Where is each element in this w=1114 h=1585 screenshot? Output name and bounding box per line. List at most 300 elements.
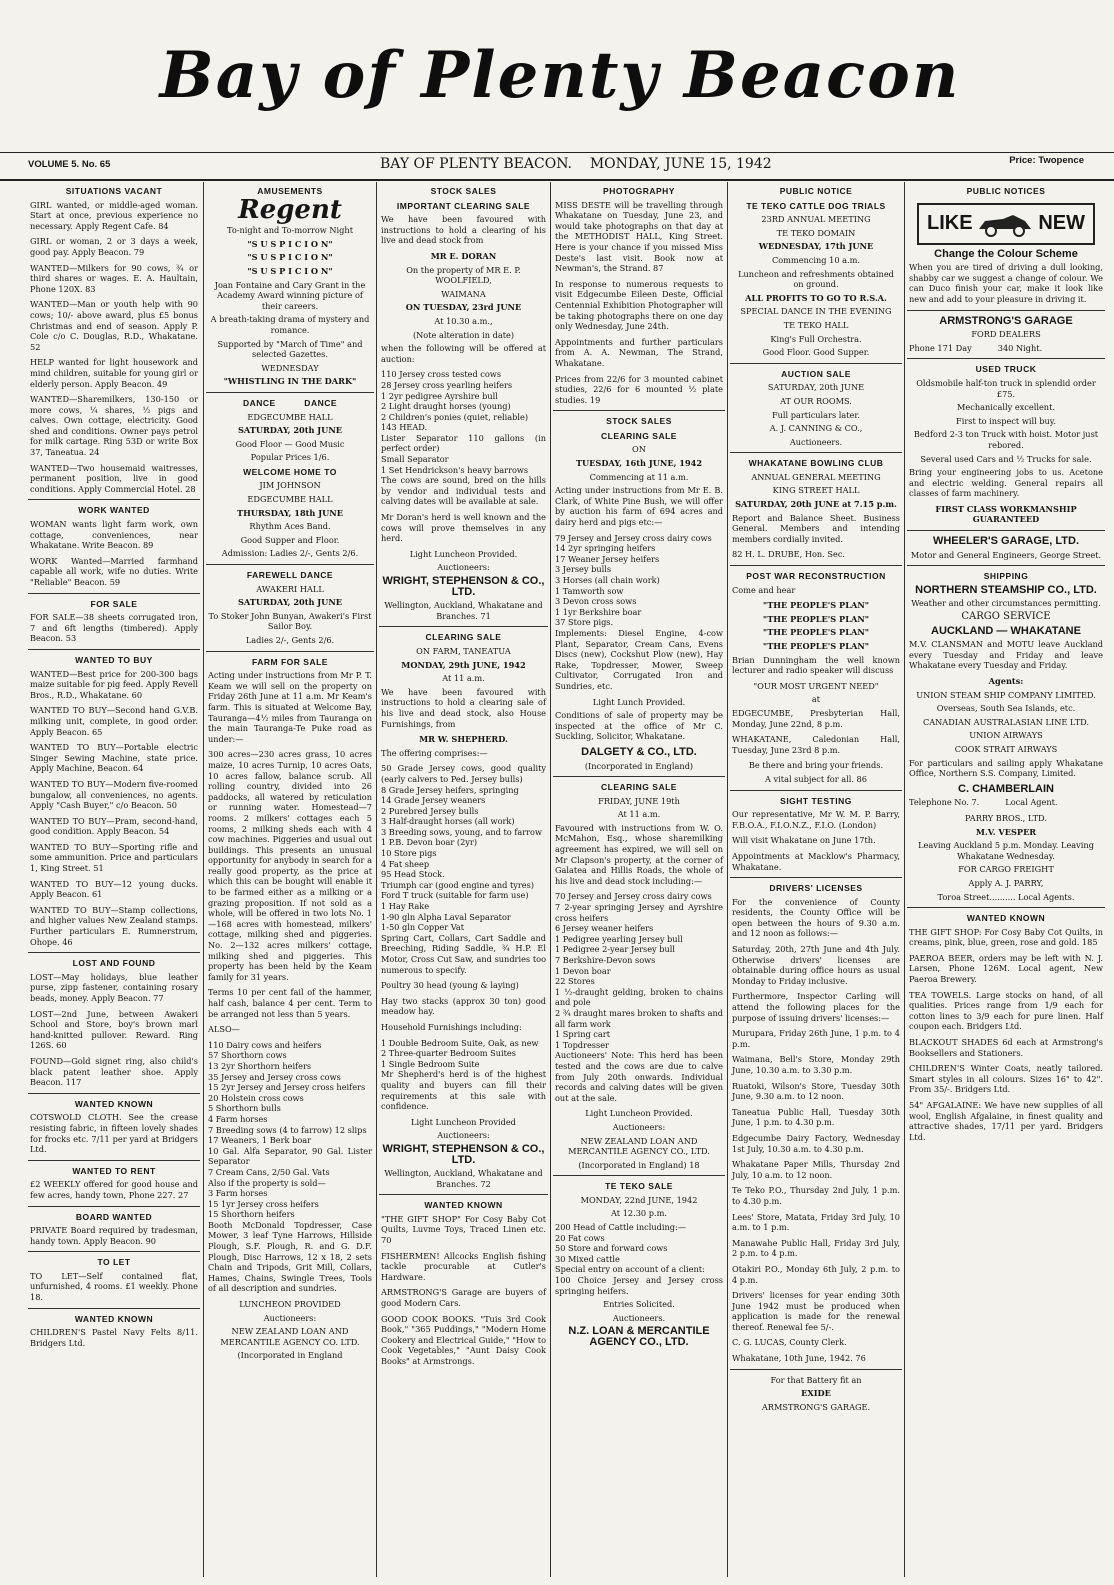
urgent: "OUR MOST URGENT NEED" xyxy=(753,680,879,691)
divider xyxy=(28,952,200,953)
new-label: NEW xyxy=(1038,212,1085,235)
column-classifieds xyxy=(26,182,202,1577)
sale-date: ON TUESDAY, 23rd JUNE xyxy=(405,302,522,313)
tel: Telephone No. 7. Local Agent. xyxy=(909,797,1058,808)
intro2: Favoured with instructions from W. O. McMahon, Esq., whose sharemilking agreement has expired, we will sell on Mr Clapson's property, at the corner of Galatea and Hillis Roads, the whole of his live and dead stock including:— xyxy=(555,822,723,886)
light: Light Luncheon Provided. xyxy=(409,548,518,559)
welcome-heading: WELCOME HOME TO xyxy=(243,466,337,477)
items-list xyxy=(377,369,550,475)
ford: FORD DEALERS xyxy=(971,329,1041,340)
list-item: 95 Head Stock. xyxy=(381,869,445,880)
section-heading: FARM FOR SALE xyxy=(252,656,328,667)
list-item: 8 Grade Jersey heifers, springing xyxy=(381,784,519,795)
light2: Light Luncheon Provided xyxy=(411,1116,516,1127)
divider xyxy=(553,1175,725,1176)
time3: At 12.30 p.m. xyxy=(611,1208,667,1219)
conditions: Conditions of sale of property may be inspected at the office of Mr C. Suckling, Solicitor, Whakatane. xyxy=(555,710,723,742)
list-item: 3 Jersey bulls xyxy=(555,564,612,575)
farewell-hall: AWAKERI HALL xyxy=(256,583,324,594)
divider xyxy=(907,310,1105,311)
divider xyxy=(907,907,1105,908)
columns xyxy=(26,182,1106,1577)
list-item: 1 Set Hendrickson's heavy barrows xyxy=(381,464,529,475)
section-heading: WANTED KNOWN xyxy=(74,1098,154,1109)
list-item: 7 Cream Cans, 2/50 Gal. Vats xyxy=(208,1166,330,1177)
drivers: For the convenience of County residents, the County Office will be open between the hours of 9.30 a.m. and 12 noon as follows:— xyxy=(732,896,900,939)
orch: King's Full Orchestra. xyxy=(770,333,862,344)
list-item: 7 Breeding sows (4 to farrow) 12 slips xyxy=(208,1124,367,1135)
divider xyxy=(907,565,1105,566)
vesper2: Leaving Auckland 5 p.m. Monday. Leaving Whakatane Wednesday. xyxy=(918,840,1094,861)
wright2: WRIGHT, STEPHENSON & CO., LTD. xyxy=(382,1142,545,1166)
owner2: MR W. SHEPHERD. xyxy=(419,734,508,745)
film-title: "S U S P I C I O N" xyxy=(247,265,333,276)
domain: TE TEKO DOMAIN xyxy=(776,227,856,238)
welcome-admission: Admission: Ladies 2/-, Gents 2/6. xyxy=(221,548,359,559)
bethere: Be there and bring your friends. xyxy=(748,760,884,771)
list-item: 1 Single Bedroom Suite xyxy=(381,1058,480,1069)
note: Auctioneers' Note: This herd has been tested and the cows are due to calve from July 20th onwards. Individual records and calving dates will be given out at the sale. xyxy=(555,1050,723,1103)
clansman: M.V. CLANSMAN and MOTU leave Auckland every Tuesday and Friday and leave Whakatane every Tuesday and Friday. xyxy=(909,639,1103,671)
list-item: Te Teko P.O., Thursday 2nd July, 1 p.m. to 4.30 p.m. xyxy=(732,1185,900,1206)
list-item: 13 2yr Shorthorn heifers xyxy=(208,1060,312,1071)
list-item: TO LET—Self contained flat, unfurnished, 4 rooms. £1 weekly. Phone 18. xyxy=(30,1270,198,1303)
like-label: LIKE xyxy=(927,212,973,235)
newspaper-title: Bay of Plenty Beacon xyxy=(159,38,961,113)
list-item: 28 Jersey cross yearling heifers xyxy=(381,379,513,390)
list-item: 2 ¾ draught mares broken to shafts and all farm work xyxy=(555,1007,723,1029)
household: Household Furnishings including: xyxy=(381,1021,522,1032)
wright: WRIGHT, STEPHENSON & CO., LTD. xyxy=(382,575,545,598)
nzl2: N.Z. LOAN & MERCANTILE AGENCY CO., LTD. xyxy=(568,1325,710,1348)
section-heading: PUBLIC NOTICE xyxy=(779,186,853,196)
clearing-heading: CLEARING SALE xyxy=(601,782,677,793)
section-heading: USED TRUCK xyxy=(975,364,1037,375)
sight3: Appointments at Macklow's Pharmacy, Whakatane. xyxy=(732,850,900,872)
list-item: LOST—2nd June, between Awakeri School and Store, boy's brown marl hand-knitted pullover. Reward. Ring 126S. 60 xyxy=(30,1008,198,1051)
divider xyxy=(28,1160,200,1161)
dance-date: SATURDAY, 20th JUNE xyxy=(237,425,343,436)
plan: "THE PEOPLE'S PLAN" xyxy=(762,600,870,611)
farm-terms: Terms 10 per cent fail of the hammer, half cash, balance 4 per cent. Term to be arranged not less than 5 years. xyxy=(208,987,372,1019)
list-item: Ruatoki, Wilson's Store, Tuesday 30th June, 9.30 a.m. to 12 noon. xyxy=(732,1080,900,1102)
list-item: PRIVATE Board required by tradesman, handy town. Apply Beacon. 90 xyxy=(30,1225,198,1246)
list-item: Bedford 2-3 ton Truck with hoist. Motor just rebored. xyxy=(913,429,1099,450)
special: SPECIAL DANCE IN THE EVENING xyxy=(740,306,892,317)
farewell-prices: Ladies 2/-, Gents 2/6. xyxy=(245,635,335,645)
list-item: 5 Shorthorn bulls xyxy=(208,1103,281,1114)
nzl: NEW ZEALAND LOAN AND MERCANTILE AGENCY CO. LTD. xyxy=(220,1326,360,1347)
list-item: Several used Cars and ½ Trucks for sale. xyxy=(920,453,1092,464)
list-item: THE GIFT SHOP: For Cosy Baby Cot Quilts, in creams, pink, blue, green, rose and gold. 185 xyxy=(909,926,1103,948)
nzl-inc: (Incorporated in England) 18 xyxy=(578,1159,700,1170)
date3: MONDAY, 22nd JUNE, 1942 xyxy=(580,1194,698,1205)
section-heading: WORK WANTED xyxy=(78,505,150,516)
list-item: 100 Choice Jersey and Jersey cross springing heifers. xyxy=(555,1275,723,1296)
column-amusements xyxy=(203,182,376,1577)
wright2-loc: Wellington, Auckland, Whakatane and Branches. 72 xyxy=(384,1168,543,1189)
list-item: 37 Store pigs. xyxy=(555,617,614,628)
whak: WHAKATANE, Caledonian Hall, Tuesday, June 23rd 8 p.m. xyxy=(732,734,900,755)
photo-ad: MISS DESTE will be travelling through Whakatane on Tuesday, June 23, and would take photographs on that day at the METHODIST HALL, King Street. Here is your chance if you missed Miss Deste's last visit. Book now at Newman's, the Strand. 87 xyxy=(555,199,723,274)
hall: TE TEKO HALL xyxy=(783,319,849,330)
list-item: CHILDREN'S Winter Coats, neatly tailored. Smart styles in all colours. Sizes 16" to 42". From 35/-. Bridgers Ltd. xyxy=(909,1063,1103,1095)
poultry: Poultry 30 head (young & laying) xyxy=(381,980,519,991)
showtimes: To-night and To-morrow Night xyxy=(227,225,353,236)
change-text: When you are tired of driving a dull looking, shabby car we suggest a change of colour. We can Duco finish your car, make it look like new and add to your pleasure in driving it. xyxy=(909,262,1103,304)
list-item: £2 WEEKLY offered for good house and few acres, handy town, Phone 227. 27 xyxy=(30,1179,198,1200)
list-item: 110 Dairy cows and heifers xyxy=(208,1039,322,1050)
sight2: Will visit Whakatane on June 17th. xyxy=(732,835,876,846)
list-item: 1 2yr pedigree Ayrshire bull xyxy=(381,390,498,401)
list-item: "THE GIFT SHOP" For Cosy Baby Cot Quilts, Luvme Toys, Traced Linen etc. 70 xyxy=(381,1213,546,1246)
section-heading: POST WAR RECONSTRUCTION xyxy=(746,571,886,582)
section-heading: AMUSEMENTS xyxy=(257,186,323,196)
film-support: Supported by "March of Time" and selected Gazettes. xyxy=(217,338,363,360)
armstrong: ARMSTRONG'S GARAGE. xyxy=(761,1401,871,1412)
first: FIRST CLASS WORKMANSHIP GUARANTEED xyxy=(935,503,1077,525)
list-item: 30 Mixed cattle xyxy=(555,1253,620,1264)
section-heading: WANTED KNOWN xyxy=(424,1200,503,1211)
list-item: 50 Grade Jersey cows, good quality (early calvers to Ped. Jersey bulls) xyxy=(381,763,546,784)
list-item: LOST—May holidays, blue leather purse, zipp fastener, containing rosary beads, money. Apply Beacon. 77 xyxy=(30,971,198,1003)
section-heading: TE TEKO SALE xyxy=(605,1181,673,1192)
items-list xyxy=(551,533,727,628)
come: Come and hear xyxy=(732,584,796,595)
farewell-to: To Stoker John Bunyan, Awakeri's First Sailor Boy. xyxy=(208,610,372,632)
county: C. G. LUCAS, County Clerk. xyxy=(732,1337,847,1348)
sale-time: Commencing at 11 a.m. xyxy=(589,471,689,482)
list-item: 15 1yr Jersey cross heifers xyxy=(208,1198,319,1209)
list-item: 143 HEAD. xyxy=(381,422,428,433)
divider xyxy=(907,358,1105,359)
column-stock-sales xyxy=(376,182,550,1577)
auct: Auctioneers: xyxy=(612,1121,666,1132)
light: Light Lunch Provided. xyxy=(592,696,686,707)
list-item: WANTED TO BUY—Second hand G.V.B. milking unit, complete, in good order. Apply Beacon. 65 xyxy=(30,705,198,737)
section-heading: WANTED KNOWN xyxy=(966,913,1046,924)
welcome-date: THURSDAY, 18th JUNE xyxy=(237,507,343,518)
list-item: Manawahe Public Hall, Friday 3rd July, 2 p.m. to 4 p.m. xyxy=(732,1237,900,1259)
change: Change the Colour Scheme xyxy=(934,247,1078,260)
list-item: 6 Jersey weaner heifers xyxy=(555,923,654,934)
list-item: WANTED—Best price for 200-300 bags maize suitable for pig feed. Apply Revell Bros., R.D., Whakatane. 60 xyxy=(30,668,198,700)
column-public-notices xyxy=(904,182,1107,1577)
photo-ad: In response to numerous requests to visit Edgecumbe Eileen Deste, Official Centennial Exhibition Photographer will be taking photographs there on one day only Wednesday, June 24th. xyxy=(555,278,723,332)
list-item: COTSWOLD CLOTH. See the crease resisting fabric, in fifteen lovely shades for frocks etc. 7/11 per yard at Bridgers Ltd. xyxy=(30,1112,198,1155)
list-item: 1 Spring cart xyxy=(555,1029,610,1040)
masthead xyxy=(0,0,1114,150)
list-item: Drivers' licenses for year ending 30th June 1942 must be produced when application is made for the renewal thereof. Renewal fee 5/-. xyxy=(732,1290,900,1332)
divider xyxy=(730,452,902,453)
list-item: 70 Jersey and Jersey cross dairy cows xyxy=(555,891,712,902)
wright-loc: Wellington, Auckland, Whakatane and Branches. 71 xyxy=(384,600,543,621)
section-heading: LOST AND FOUND xyxy=(72,958,156,969)
hay: Hay two stacks (approx 30 ton) good meadow hay. xyxy=(381,995,546,1017)
date: WEDNESDAY, 17th JUNE xyxy=(758,241,874,252)
edge: EDGECUMBE, Presbyterian Hall, Monday, June 22nd, 8 p.m. xyxy=(732,707,900,729)
items3-list xyxy=(551,1222,727,1296)
film-title: "S U S P I C I O N" xyxy=(247,238,333,249)
agents: Agents: xyxy=(988,676,1024,686)
apply: Apply A. J. PARRY, xyxy=(968,877,1044,888)
list-item: FOUND—Gold signet ring, also child's black patent leather shoe. Apply Beacon. 117 xyxy=(30,1055,198,1088)
list-item: GIRL wanted, or middle-aged woman. Start at once, previous experience no necessary. Apply Regent Cafe. 84 xyxy=(30,199,198,231)
section-heading: SIGHT TESTING xyxy=(780,795,852,806)
list-item: 10 Store pigs xyxy=(381,848,437,859)
canning: A. J. CANNING & CO., xyxy=(769,423,863,434)
divider xyxy=(206,564,374,565)
plan: "THE PEOPLE'S PLAN" xyxy=(762,627,870,638)
king: KING STREET HALL xyxy=(772,485,860,496)
plant: Booth McDonald Topdresser, Case Mower, 3 leaf Tyne Harrows, Hillside Plough, S.F. Plough, R. and G. D.F. Plough, Disc Harrows, 12 x 18, 2 sets Chain and Tripods, Grit Mill, Collars, Hames, Chains, Swingle Trees, Tools of all description and sundries. xyxy=(208,1219,372,1294)
divider xyxy=(553,776,725,777)
list-item: WANTED TO BUY—Modern five-roomed bungalow, all conveniences, no agents. Apply "Cash Buyer," c/o Beacon. 50 xyxy=(30,778,198,811)
list-item: Lees' Store, Matata, Friday 3rd July, 10 a.m. to 1 p.m. xyxy=(732,1211,900,1233)
list-item: 2 Three-quarter Bedroom Suites xyxy=(381,1048,516,1059)
sale-note: (Note alteration in date) xyxy=(412,329,515,340)
agm: ANNUAL GENERAL MEETING xyxy=(751,471,881,482)
volume-number: VOLUME 5. No. 65 xyxy=(28,159,111,170)
offered: when the following will be offered at auction: xyxy=(381,343,546,364)
trials: TE TEKO CATTLE DOG TRIALS xyxy=(746,200,886,211)
list-item: 2 Children's ponies (quiet, reliable) xyxy=(381,411,529,422)
entries: Entries Solicited. xyxy=(603,1299,675,1310)
list-item: 10 Gal. Alfa Separator, 90 Gal. Lister Separator xyxy=(208,1145,372,1167)
sale-time: At 10.30 a.m., xyxy=(434,315,493,326)
list-item: WOMAN wants light farm work, own cottage, conveniences, near Whakatane. Write Beacon. 89 xyxy=(30,519,198,551)
overseas: Overseas, South Sea Islands, etc. xyxy=(936,703,1076,714)
photo-ad: Appointments and further particulars from A. A. Newman, The Strand, Whakatane. xyxy=(555,336,723,368)
known2-list xyxy=(26,1327,202,1348)
doran-text: Mr Doran's herd is well known and the cows will prove themselves in any herd. xyxy=(381,512,546,544)
list-item: 110 Jersey cross tested cows xyxy=(381,369,502,380)
list-item: 1 Double Bedroom Suite, Oak, as new xyxy=(381,1037,539,1048)
farewell-heading: FAREWELL DANCE xyxy=(246,570,334,581)
divider xyxy=(730,877,902,878)
list-item: 1 Hay Rake xyxy=(381,901,430,912)
list-item: 1-90 gln Alpha Laval Separator xyxy=(381,911,511,922)
dance-hall: EDGECUMBE HALL xyxy=(247,411,333,422)
plan: "THE PEOPLE'S PLAN" xyxy=(762,641,870,651)
like-new-logo xyxy=(917,203,1095,245)
section-heading: AUCTION SALE xyxy=(781,368,851,379)
divider xyxy=(28,1251,200,1252)
list-item: ARMSTRONG'S Garage are buyers of good Modern Cars. xyxy=(381,1287,546,1309)
list-item: 1 Pedigree 2-year Jersey bull xyxy=(555,944,676,955)
list-item: 3 Farm horses xyxy=(208,1188,268,1199)
clearing-heading: IMPORTANT CLEARING SALE xyxy=(396,200,531,211)
list-item: PAEROA BEER, orders may be left with N. J. Larsen, Phone 126M. Local agent, New Paeroa Brewery. xyxy=(909,952,1103,985)
divider xyxy=(28,1308,200,1309)
canadian: CANADIAN AUSTRALASIAN LINE LTD. xyxy=(922,716,1090,727)
list-item: WANTED TO BUY—Sporting rifle and some ammunition. Price and particulars 1, King Street. 51 xyxy=(30,841,198,874)
film-desc: Joan Fontaine and Cary Grant in the Academy Award winning picture of their careers. xyxy=(214,279,366,311)
lunch: Luncheon and refreshments obtained on ground. xyxy=(738,268,894,290)
toroa: Toroa Street.......... Local Agents. xyxy=(937,891,1075,902)
list-item: First to inspect will buy. xyxy=(956,415,1056,426)
dalgety: DALGETY & CO., LTD. xyxy=(581,745,697,758)
list-item: 57 Shorthorn cows xyxy=(208,1050,287,1061)
list-item: 4 Fat sheep xyxy=(381,858,430,869)
list-item: WANTED TO BUY—Pram, second-hand, good condition. Apply Beacon. 54 xyxy=(30,815,198,837)
auction-date: SATURDAY, 20th JUNE xyxy=(767,382,865,393)
divider xyxy=(379,1194,548,1195)
list-item: Also if the property is sold— xyxy=(208,1177,326,1188)
vesper: M.V. VESPER xyxy=(975,826,1037,837)
list-item: CHILDREN'S Pastel Navy Felts 8/11. Bridgers Ltd. xyxy=(30,1327,198,1348)
divider xyxy=(206,651,374,652)
section-heading: PHOTOGRAPHY xyxy=(603,186,675,196)
section-heading: FOR SALE xyxy=(90,598,138,609)
list-item: 79 Jersey and Jersey cross dairy cows xyxy=(555,532,712,543)
divider xyxy=(28,1093,200,1094)
implements: Implements: Diesel Engine, 4-cow Plant, Separator, Cream Cans, Evens Discs (new), Cockshut Plow (new), Hay Rake, Topdresser, Mower, Sweep Cultivator, Corrugated Iron and Sundries, etc. xyxy=(555,627,723,691)
buy-list xyxy=(26,669,202,948)
lost-list xyxy=(26,972,202,1088)
divider xyxy=(28,649,200,650)
list-item: Saturday, 20th, 27th June and 4th July. Otherwise drivers' licenses are obtainable during office hours as usual Monday to Friday inclusive. xyxy=(732,944,900,986)
list-item: WORK Wanted—Married farmhand capable all work, wife no duties. Write "Reliable" Beacon. 59 xyxy=(30,555,198,587)
list-item: Furthermore, Inspector Carling will attend the following places for the purpose of issuing drivers' licenses:— xyxy=(732,991,900,1023)
exide: EXIDE xyxy=(801,1388,831,1399)
spring: Spring Cart, Collars, Cart Saddle and Breeching, Riding Saddle, ¾ H.P. El Motor, Cross Cut Saw, and sundries too numerous to specify. xyxy=(381,932,546,975)
sale-intro: We have been favoured with instructions to hold a clearing of his live and dead stock from xyxy=(381,214,546,246)
forsale-list xyxy=(26,612,202,644)
dunn: Brian Dunningham the well known lecturer and radio speaker will discuss xyxy=(732,654,900,676)
list-item: 3 Half-draught horses (all work) xyxy=(381,816,515,827)
work-list xyxy=(26,519,202,588)
plan: "THE PEOPLE'S PLAN" xyxy=(762,613,870,624)
list-item: 1 Tamworth sow xyxy=(555,585,624,596)
nzl-inc: (Incorporated in England xyxy=(237,1350,343,1361)
list-item: WANTED TO BUY—12 young ducks. Apply Beacon. 61 xyxy=(30,878,198,900)
profits: ALL PROFITS TO GO TO R.S.A. xyxy=(745,292,887,303)
list-item: WANTED—Sharemilkers, 130-150 or more cows, ¼ shares, ½ pigs and calves. Own cottage, electricity. Good shed and conditions. Owner pays petrol for milk cartage. Ring 53D or write Box 37, Taneatua. 24 xyxy=(30,394,198,458)
section-heading: DANCE DANCE xyxy=(242,397,338,408)
section-heading: WANTED KNOWN xyxy=(74,1313,154,1324)
wednesday: WEDNESDAY xyxy=(261,362,319,373)
list-item: GOOD COOK BOOKS. "Tuis 3rd Cook Book," "365 Puddings," "Modern Home Cookery and Electrical Guide," "How to Cook Vegetables," "Aunt Daisy Cook Books" at Armstrongs. xyxy=(381,1313,546,1366)
welcome-name: JIM JOHNSON xyxy=(259,480,321,491)
list-item: 20 Fat cows xyxy=(555,1232,605,1243)
paper-name-and-date xyxy=(380,156,772,172)
list-item: 54" AFGALAINE: We have new supplies of all wool, English Afgalaine, in finest quality and attractive shades, 17/11 per yard. Bridgers Ltd. xyxy=(909,1100,1103,1142)
list-item: WANTED—Man or youth help with 90 cows; 10/- above award, plus £5 bonus Christmas and end of season. Apply P. Cole c/o C. Douglas, R.D., Whakatane. 52 xyxy=(30,299,198,352)
drivers-list xyxy=(728,944,904,1332)
list-item: 15 2yr Jersey and Jersey cross heifers xyxy=(208,1082,366,1093)
at: at xyxy=(811,694,821,705)
list-item: Edgecumbe Dairy Factory, Wednesday 1st July, 10.30 a.m. to 4.30 p.m. xyxy=(732,1132,900,1154)
column-public-notice xyxy=(727,182,904,1577)
auction-place: AT OUR ROOMS. xyxy=(780,395,852,406)
wheeler: WHEELER'S GARAGE, LTD. xyxy=(932,535,1080,548)
film-drama: A breath-taking drama of mystery and romance. xyxy=(210,314,370,335)
armstrong: ARMSTRONG'S GARAGE xyxy=(939,314,1073,327)
dance-prices: Popular Prices 1/6. xyxy=(250,452,330,463)
time: Commencing 10 a.m. xyxy=(771,254,861,265)
section-heading: WANTED TO BUY xyxy=(75,654,153,665)
auct2: Auctioneers: xyxy=(437,1130,490,1141)
list-item: 2 Light draught horses (young) xyxy=(381,401,511,412)
list-item: 3 Devon cross sows xyxy=(555,596,637,607)
known-list xyxy=(26,1112,202,1154)
farewell-date: SATURDAY, 20th JUNE xyxy=(237,597,343,608)
divider xyxy=(730,363,902,364)
wheeler2: Motor and General Engineers, George Street. xyxy=(910,549,1102,560)
list-item: Whakatane Paper Mills, Thursday 2nd July, 10 a.m. to 12 noon. xyxy=(732,1159,900,1180)
rent-list xyxy=(26,1179,202,1200)
bowling: WHAKATANE BOWLING CLUB xyxy=(748,458,884,469)
nzl: NEW ZEALAND LOAN AND MERCANTILE AGENCY CO., LTD. xyxy=(568,1135,710,1157)
list-item: 1 1yr Berkshire boar xyxy=(555,606,642,617)
section-heading: STOCK SALES xyxy=(430,186,497,196)
weather: Weather and other circumstances permitting. xyxy=(911,598,1101,609)
film-title: "S U S P I C I O N" xyxy=(247,252,333,263)
phone: Phone 171 Day 340 Night. xyxy=(909,342,1043,353)
divider xyxy=(730,790,902,791)
board-list xyxy=(26,1225,202,1246)
sale-date: TUESDAY, 16th JUNE, 1942 xyxy=(575,458,703,469)
date2: MONDAY, 29th JUNE, 1942 xyxy=(401,659,526,670)
section-heading: CLEARING SALE xyxy=(425,632,502,643)
list-item: Otakiri P.O., Monday 6th July, 2 p.m. to 4 p.m. xyxy=(732,1263,900,1285)
photo-ad: Prices from 22/6 for 3 mounted cabinet studies, 22/6 for 6 mounted ½ plate studies. 19 xyxy=(555,373,723,405)
list-item: 15 Shorthorn heifers xyxy=(208,1209,295,1220)
list-item: FOR SALE—38 sheets corrugated iron, 7 and 6ft lengths (timbered). Apply Beacon. 53 xyxy=(30,612,198,644)
canning2: Auctioneers. xyxy=(789,436,843,447)
list-item: 200 Head of Cattle including:— xyxy=(555,1222,686,1233)
battery: For that Battery fit an xyxy=(770,1374,862,1385)
list-item: Lister Separator 110 gallons (in perfect order) xyxy=(381,432,546,454)
list-item: Waimana, Bell's Store, Monday 29th June, 10.30 a.m. to 3.30 p.m. xyxy=(732,1054,900,1075)
auctioneers: Auctioneers: xyxy=(263,1312,317,1323)
airways: UNION AIRWAYS xyxy=(969,730,1043,741)
list-item: Ford T truck (suitable for farm use) xyxy=(381,890,529,901)
particulars: For particulars and sailing apply Whakatane Office, Northern S.S. Company, Limited. xyxy=(909,757,1103,779)
list-item: WANTED—Milkers for 90 cows, ¾ or third shares or wages. E. A. Haultain, Phone 120X. 83 xyxy=(30,262,198,294)
divider xyxy=(907,530,1105,531)
list-item: WANTED TO BUY—Stamp collections, and higher values New Zealand stamps. Further particulars E. Rumnerstrum, Ohope. 46 xyxy=(30,904,198,947)
also: ALSO— xyxy=(208,1024,240,1035)
cook: COOK STRAIT AIRWAYS xyxy=(954,743,1058,754)
list-item: WANTED—Two housemaid waitresses, permanent position, live in good conditions. Apply Commercial Hotel. 28 xyxy=(30,462,198,494)
bring: Bring your engineering jobs to us. Acetone and electric welding. General repairs all classes of farm machinery. xyxy=(909,467,1103,499)
drube: 82 H. L. DRUBE, Hon. Sec. xyxy=(732,549,846,560)
section-heading: SHIPPING xyxy=(983,571,1029,582)
sight: Our representative, Mr W. M. P. Barry, F.B.O.A., F.I.O.N.Z., F.I.O. (London) xyxy=(732,809,900,830)
section-heading: DRIVERS' LICENSES xyxy=(769,883,863,894)
known-list xyxy=(905,927,1107,1143)
list-item: 1 Topdresser xyxy=(555,1039,609,1050)
list-item: Oldsmobile half-ton truck in splendid order £75. xyxy=(916,377,1096,399)
time2: At 11 a.m. xyxy=(617,809,661,820)
shepherd: Mr Shepherd's herd is of the highest quality and buyers can fill their requirements at this sale with confidence. xyxy=(381,1069,546,1112)
farm2: ON FARM, TANEATUA xyxy=(416,645,511,656)
list-item: 7 2-year springing Jersey and Ayrshire cross heifers xyxy=(555,902,723,923)
intro2: We have been favoured with instructions to hold a clearing sale of his live and dead stock, also House Furnishings, from xyxy=(381,686,546,729)
freight: FOR CARGO FREIGHT xyxy=(958,864,1054,875)
divider xyxy=(730,1369,902,1370)
list-item: GIRL or woman, 2 or 3 days a week, good pay. Apply Beacon. 79 xyxy=(30,236,198,257)
list-item: Triumph car (good engine and tyres) xyxy=(381,879,535,890)
list-item: WANTED TO BUY—Portable electric Singer Sewing Machine, state price. Apply Machine, Beacon. 64 xyxy=(30,742,198,774)
situations-list xyxy=(26,200,202,495)
column-photography xyxy=(550,182,727,1577)
stock-list xyxy=(204,1040,376,1220)
list-item: TEA TOWELS. Large stocks on hand, of all qualities. Prices range from 1/9 each for cotton lines to 3/9 each for pure linen. Half coupon each. Bridgers Ltd. xyxy=(909,989,1103,1032)
regent-logo: Regent xyxy=(238,194,342,225)
